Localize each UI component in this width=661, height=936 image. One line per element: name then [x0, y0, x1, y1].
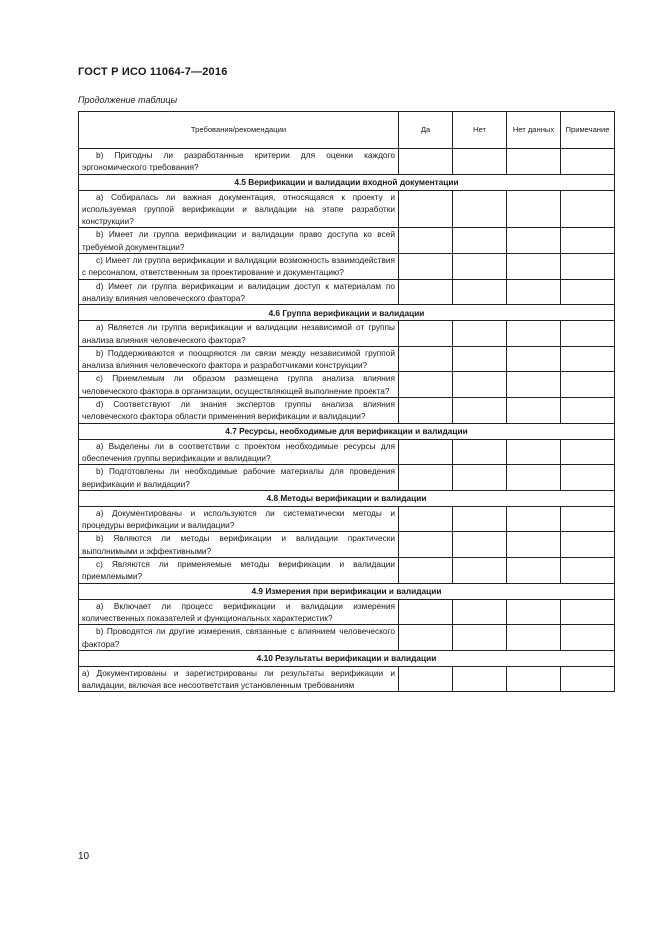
- answer-cell-no-data[interactable]: [507, 558, 561, 584]
- section-heading: 4.9 Измерения при верификации и валидации: [79, 583, 615, 599]
- answer-cell-note[interactable]: [561, 506, 615, 532]
- answer-cell-no[interactable]: [453, 599, 507, 625]
- answer-cell-no[interactable]: [453, 254, 507, 280]
- answer-cell-note[interactable]: [561, 599, 615, 625]
- requirement-text: а) Документированы и зарегистрированы ли результаты верификации и валидации, включая все несоответствия установленным требованиям: [82, 667, 395, 691]
- answer-cell-yes[interactable]: [399, 465, 453, 491]
- section-heading-row: [79, 583, 615, 599]
- requirement-cell: [79, 666, 399, 692]
- table-row: [79, 190, 615, 228]
- section-heading-row: [79, 305, 615, 321]
- answer-cell-no-data[interactable]: [507, 346, 561, 372]
- requirement-cell: [79, 599, 399, 625]
- answer-cell-no-data[interactable]: [507, 190, 561, 228]
- answer-cell-no[interactable]: [453, 346, 507, 372]
- answer-cell-yes[interactable]: [399, 279, 453, 305]
- answer-cell-no-data[interactable]: [507, 398, 561, 424]
- requirement-cell: [79, 558, 399, 584]
- col-header-requirements: Требования/рекомендации: [79, 112, 399, 149]
- answer-cell-no[interactable]: [453, 666, 507, 692]
- answer-cell-no-data[interactable]: [507, 254, 561, 280]
- page-number: 10: [78, 851, 90, 862]
- answer-cell-no-data[interactable]: [507, 321, 561, 347]
- requirement-cell: [79, 625, 399, 651]
- answer-cell-no[interactable]: [453, 506, 507, 532]
- section-heading: 4.7 Ресурсы, необходимые для верификации и валидации: [79, 423, 615, 439]
- requirement-cell: [79, 506, 399, 532]
- table-row: [79, 254, 615, 280]
- answer-cell-no[interactable]: [453, 228, 507, 254]
- table-row: [79, 558, 615, 584]
- table-row: [79, 506, 615, 532]
- document-code: ГОСТ Р ИСО 11064-7—2016: [78, 66, 228, 78]
- requirement-text: а) Является ли группа верификации и валидации независимой от группы анализа влияния человеческого фактора?: [82, 322, 395, 345]
- answer-cell-note[interactable]: [561, 372, 615, 398]
- requirement-cell: [79, 398, 399, 424]
- answer-cell-no[interactable]: [453, 149, 507, 175]
- requirement-cell: [79, 149, 399, 175]
- answer-cell-no-data[interactable]: [507, 439, 561, 465]
- table-row: [79, 532, 615, 558]
- requirement-cell: [79, 254, 399, 280]
- section-heading-row: [79, 423, 615, 439]
- answer-cell-yes[interactable]: [399, 439, 453, 465]
- answer-cell-note[interactable]: [561, 346, 615, 372]
- answer-cell-no[interactable]: [453, 625, 507, 651]
- table-body: [79, 149, 615, 692]
- table-row: [79, 279, 615, 305]
- answer-cell-no[interactable]: [453, 279, 507, 305]
- answer-cell-note[interactable]: [561, 666, 615, 692]
- section-heading-row: [79, 490, 615, 506]
- requirement-text: а) Собиралась ли важная документация, относящаяся к проекту и используемая группой верификации и валидации на этапе разработки конструкции?: [82, 191, 395, 227]
- requirement-text: с) Приемлемым ли образом размещена группа анализа влияния человеческого фактора в организации, осуществляющей выполнение проекта?: [82, 373, 395, 396]
- section-heading-row: [79, 174, 615, 190]
- col-header-no-data: Нет данных: [507, 112, 561, 149]
- answer-cell-yes[interactable]: [399, 398, 453, 424]
- answer-cell-no-data[interactable]: [507, 625, 561, 651]
- requirement-text: b) Имеет ли группа верификации и валидации право доступа ко всей требуемой документации?: [82, 229, 395, 252]
- table-row: [79, 346, 615, 372]
- requirement-cell: [79, 372, 399, 398]
- answer-cell-no[interactable]: [453, 532, 507, 558]
- answer-cell-no-data[interactable]: [507, 228, 561, 254]
- answer-cell-yes[interactable]: [399, 599, 453, 625]
- requirement-text: b) Являются ли методы верификации и валидации практически выполнимыми и эффективными?: [82, 533, 395, 556]
- answer-cell-note[interactable]: [561, 190, 615, 228]
- requirement-cell: [79, 321, 399, 347]
- answer-cell-no-data[interactable]: [507, 372, 561, 398]
- answer-cell-note[interactable]: [561, 228, 615, 254]
- table-row: [79, 398, 615, 424]
- answer-cell-yes[interactable]: [399, 321, 453, 347]
- table-row: [79, 228, 615, 254]
- col-header-no: Нет: [453, 112, 507, 149]
- answer-cell-no-data[interactable]: [507, 666, 561, 692]
- answer-cell-yes[interactable]: [399, 506, 453, 532]
- answer-cell-note[interactable]: [561, 149, 615, 175]
- section-heading: 4.10 Результаты верификации и валидации: [79, 650, 615, 666]
- requirement-text: b) Поддерживаются и поощряются ли связи между независимой группой анализа влияния человеческого фактора и разработчиками конструкции?: [82, 347, 395, 371]
- requirement-cell: [79, 439, 399, 465]
- answer-cell-no-data[interactable]: [507, 465, 561, 491]
- answer-cell-note[interactable]: [561, 279, 615, 305]
- answer-cell-no[interactable]: [453, 398, 507, 424]
- answer-cell-no[interactable]: [453, 465, 507, 491]
- answer-cell-no-data[interactable]: [507, 532, 561, 558]
- answer-cell-note[interactable]: [561, 321, 615, 347]
- answer-cell-yes[interactable]: [399, 372, 453, 398]
- table-row: [79, 666, 615, 692]
- requirement-text: с) Имеет ли группа верификации и валидации возможность взаимодействия с персоналом, ответственным за проектирование и документацию?: [82, 255, 395, 278]
- table-header-row: [79, 112, 615, 149]
- answer-cell-note[interactable]: [561, 254, 615, 280]
- table-row: [79, 599, 615, 625]
- requirement-text: b) Проводятся ли другие измерения, связанные с влиянием человеческого фактора?: [82, 626, 395, 649]
- requirement-cell: [79, 228, 399, 254]
- table-row: [79, 149, 615, 175]
- col-header-yes: Да: [399, 112, 453, 149]
- requirement-text: а) Включает ли процесс верификации и валидации измерения количественных показателей и функциональных характеристик?: [82, 600, 395, 623]
- answer-cell-yes[interactable]: [399, 558, 453, 584]
- requirement-text: d) Имеет ли группа верификации и валидации доступ к материалам по анализу влияния человеческого фактора?: [82, 280, 395, 303]
- answer-cell-yes[interactable]: [399, 625, 453, 651]
- requirement-text: b) Пригодны ли разработанные критерии для оценки каждого эргономического требования?: [82, 150, 395, 173]
- answer-cell-yes[interactable]: [399, 532, 453, 558]
- requirement-text: с) Являются ли применяемые методы верификации и валидации приемлемыми?: [82, 559, 395, 582]
- requirement-text: b) Подготовлены ли необходимые рабочие материалы для проведения верификации и валидации?: [82, 466, 395, 489]
- requirement-text: d) Соответствуют ли знания экспертов группы анализа влияния человеческого фактора области применения верификации и валидации?: [82, 399, 395, 422]
- col-header-note: Примечание: [561, 112, 615, 149]
- answer-cell-note[interactable]: [561, 439, 615, 465]
- answer-cell-yes[interactable]: [399, 346, 453, 372]
- answer-cell-note[interactable]: [561, 398, 615, 424]
- answer-cell-yes[interactable]: [399, 190, 453, 228]
- answer-cell-no[interactable]: [453, 321, 507, 347]
- requirement-cell: [79, 346, 399, 372]
- table-row: [79, 625, 615, 651]
- answer-cell-no[interactable]: [453, 558, 507, 584]
- answer-cell-note[interactable]: [561, 532, 615, 558]
- requirements-table: [78, 111, 615, 692]
- table-row: [79, 372, 615, 398]
- answer-cell-note[interactable]: [561, 465, 615, 491]
- table-row: [79, 465, 615, 491]
- table-row: [79, 439, 615, 465]
- answer-cell-no-data[interactable]: [507, 506, 561, 532]
- answer-cell-no[interactable]: [453, 372, 507, 398]
- answer-cell-yes[interactable]: [399, 228, 453, 254]
- requirement-cell: [79, 190, 399, 228]
- requirement-text: а) Выделены ли в соответствии с проектом необходимые ресурсы для обеспечения группы верификации и валидации?: [82, 440, 395, 463]
- requirement-cell: [79, 532, 399, 558]
- answer-cell-no[interactable]: [453, 439, 507, 465]
- answer-cell-yes[interactable]: [399, 254, 453, 280]
- table-row: [79, 321, 615, 347]
- answer-cell-yes[interactable]: [399, 149, 453, 175]
- section-heading: 4.8 Методы верификации и валидации: [79, 490, 615, 506]
- section-heading: 4.6 Группа верификации и валидации: [79, 305, 615, 321]
- answer-cell-no-data[interactable]: [507, 599, 561, 625]
- table-caption: Продолжение таблицы: [78, 95, 178, 105]
- requirement-cell: [79, 465, 399, 491]
- answer-cell-note[interactable]: [561, 625, 615, 651]
- answer-cell-yes[interactable]: [399, 666, 453, 692]
- requirement-text: а) Документированы и используются ли систематически методы и процедуры верификации и валидации?: [82, 507, 395, 531]
- section-heading: 4.5 Верификации и валидации входной документации: [79, 174, 615, 190]
- requirement-cell: [79, 279, 399, 305]
- answer-cell-no-data[interactable]: [507, 149, 561, 175]
- answer-cell-note[interactable]: [561, 558, 615, 584]
- answer-cell-no-data[interactable]: [507, 279, 561, 305]
- answer-cell-no[interactable]: [453, 190, 507, 228]
- section-heading-row: [79, 650, 615, 666]
